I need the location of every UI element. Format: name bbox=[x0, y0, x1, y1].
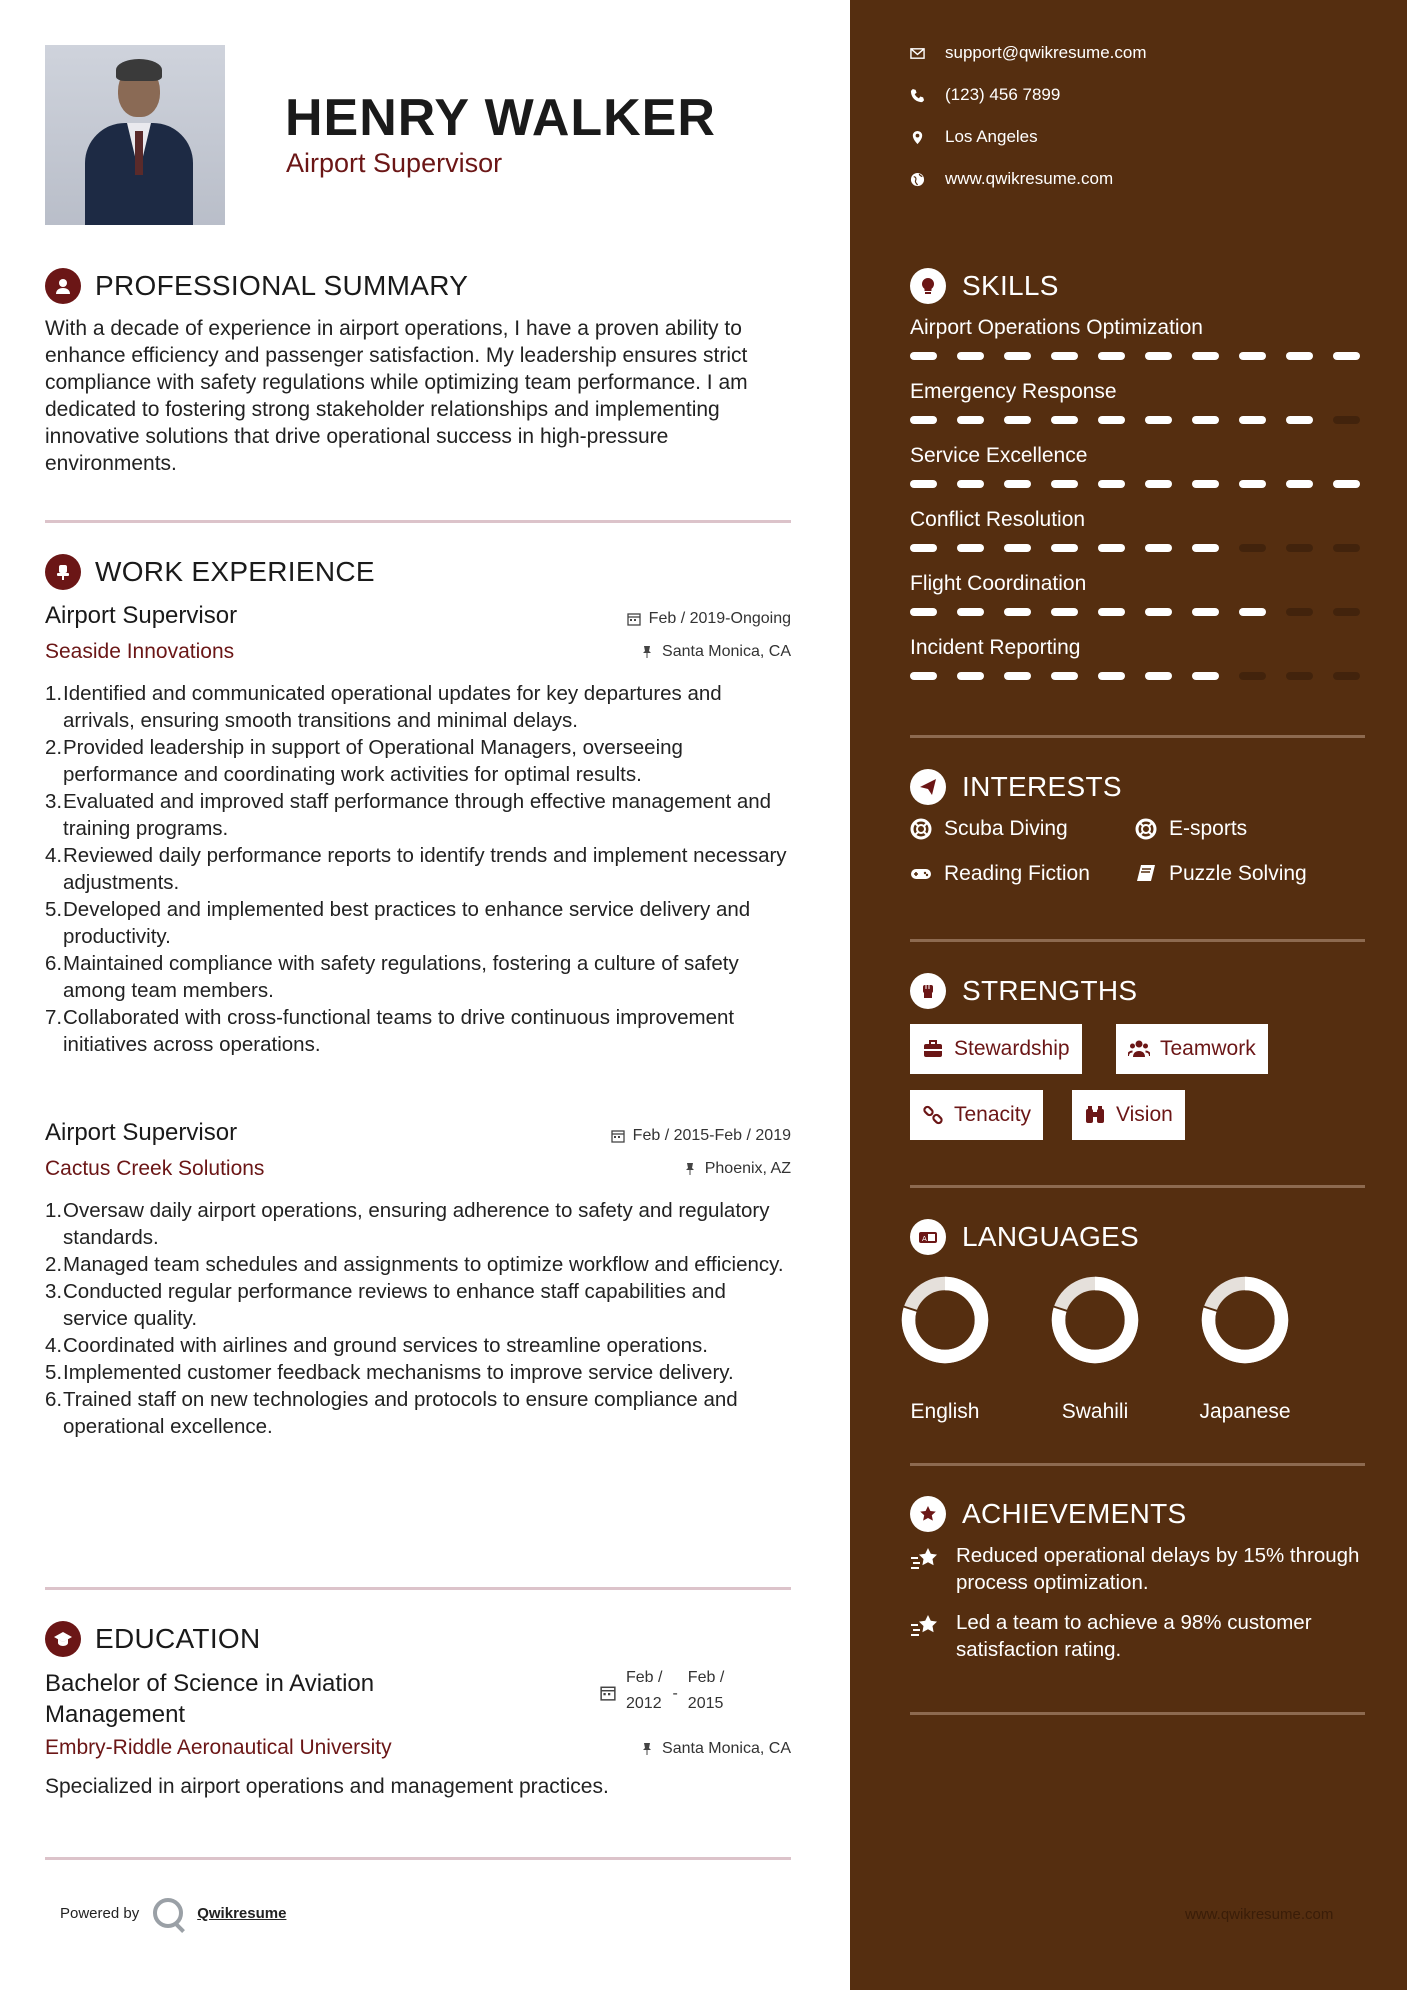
experience-title: WORK EXPERIENCE bbox=[95, 556, 375, 587]
phone-icon bbox=[910, 88, 925, 103]
strength-chip: Stewardship bbox=[910, 1024, 1082, 1074]
job-date bbox=[611, 1127, 791, 1145]
graduation-cap-icon bbox=[45, 1621, 81, 1657]
pin-icon bbox=[640, 1742, 654, 1756]
list-item: 4. Reviewed daily performance reports to identify trends and implement necessary adjustments. bbox=[45, 844, 787, 894]
strength-chip: Vision bbox=[1072, 1090, 1185, 1140]
pin-icon bbox=[683, 1162, 697, 1176]
section-divider bbox=[45, 520, 791, 523]
book-icon bbox=[1135, 863, 1157, 885]
fist-icon bbox=[910, 973, 946, 1009]
shooting-star-icon bbox=[910, 1544, 940, 1574]
skill-meter-segment bbox=[1333, 352, 1360, 360]
skill-meter-segment bbox=[1004, 544, 1031, 552]
skill-meter-segment bbox=[910, 608, 937, 616]
skill-label: Incident Reporting bbox=[910, 636, 1081, 659]
skill-meter bbox=[910, 544, 1365, 552]
skill-meter-segment bbox=[1286, 480, 1313, 488]
skill-meter-segment bbox=[957, 608, 984, 616]
calendar-icon bbox=[600, 1685, 616, 1701]
skill-meter-segment bbox=[1192, 352, 1219, 360]
skill-meter-segment bbox=[1098, 480, 1125, 488]
job-title: Airport Supervisor bbox=[45, 602, 238, 629]
section-divider bbox=[45, 1857, 791, 1860]
envelope-icon bbox=[910, 46, 925, 61]
skill-meter bbox=[910, 608, 1365, 616]
degree-title: Bachelor of Science in Aviation Management bbox=[45, 1670, 375, 1728]
section-divider bbox=[910, 1712, 1365, 1715]
interest-item: Scuba Diving bbox=[910, 817, 1068, 841]
skill-item bbox=[910, 636, 1365, 680]
skill-label: Emergency Response bbox=[910, 380, 1117, 403]
strength-chip: Teamwork bbox=[1116, 1024, 1268, 1074]
qwikresume-logo-icon bbox=[153, 1898, 183, 1928]
star-badge-icon bbox=[910, 1496, 946, 1532]
skill-meter-segment bbox=[1004, 416, 1031, 424]
map-marker-icon bbox=[910, 130, 925, 145]
lightbulb-icon bbox=[910, 268, 946, 304]
school-name: Embry-Riddle Aeronautical University bbox=[45, 1736, 392, 1759]
skill-meter-segment bbox=[1004, 672, 1031, 680]
section-divider bbox=[910, 1185, 1365, 1188]
languages-title: LANGUAGES bbox=[962, 1221, 1139, 1252]
skill-meter-segment bbox=[1239, 672, 1266, 680]
job-duties-list bbox=[45, 1197, 795, 1440]
language-label: Swahili bbox=[1061, 1400, 1129, 1423]
skill-meter-segment bbox=[1239, 352, 1266, 360]
strengths-heading bbox=[910, 973, 1137, 1009]
skill-meter-segment bbox=[957, 672, 984, 680]
interest-item: Reading Fiction bbox=[910, 862, 1090, 886]
skill-meter-segment bbox=[910, 352, 937, 360]
skill-item bbox=[910, 316, 1365, 360]
list-item: 4. Coordinated with airlines and ground services to streamline operations. bbox=[45, 1334, 708, 1357]
summary-heading bbox=[45, 268, 468, 304]
job-date-text: Feb / 2019-Ongoing bbox=[648, 610, 791, 627]
language-item bbox=[1185, 1272, 1305, 1424]
candidate-role: Airport Supervisor bbox=[286, 148, 503, 178]
skill-meter-segment bbox=[1192, 544, 1219, 552]
skill-meter-segment bbox=[1098, 672, 1125, 680]
skill-meter-segment bbox=[1004, 608, 1031, 616]
list-item: 1. Identified and communicated operational updates for key departures and arrivals, ensuring smooth transitions and minimal delays. bbox=[45, 682, 722, 732]
skill-meter-segment bbox=[910, 416, 937, 424]
binoculars-icon bbox=[1084, 1104, 1106, 1126]
skills-heading bbox=[910, 268, 1059, 304]
education-heading bbox=[45, 1621, 261, 1657]
skill-meter-segment bbox=[1333, 416, 1360, 424]
list-item: 5. Implemented customer feedback mechanisms to improve service delivery. bbox=[45, 1361, 734, 1384]
job-location bbox=[683, 1160, 791, 1178]
shooting-star-icon bbox=[910, 1611, 940, 1641]
skill-meter-segment bbox=[957, 416, 984, 424]
education-description: Specialized in airport operations and management practices. bbox=[45, 1775, 609, 1798]
job-company: Seaside Innovations bbox=[45, 640, 235, 663]
skill-label: Conflict Resolution bbox=[910, 508, 1086, 531]
contact-website[interactable]: www.qwikresume.com bbox=[910, 169, 1113, 189]
language-label: English bbox=[910, 1400, 980, 1423]
skill-meter-segment bbox=[1145, 544, 1172, 552]
section-divider bbox=[910, 939, 1365, 942]
skill-meter-segment bbox=[1098, 416, 1125, 424]
job-duties-list bbox=[45, 680, 795, 1058]
languages-heading bbox=[910, 1219, 1139, 1255]
section-divider bbox=[910, 735, 1365, 738]
skill-item bbox=[910, 444, 1365, 488]
date-start: Feb / 2012 bbox=[626, 1669, 663, 1712]
skill-meter-segment bbox=[1333, 608, 1360, 616]
job-date bbox=[627, 610, 791, 628]
skill-item bbox=[910, 380, 1365, 424]
date-separator: - bbox=[672, 1685, 678, 1702]
education-title: EDUCATION bbox=[95, 1623, 261, 1654]
list-item: 2. Provided leadership in support of Operational Managers, overseeing performance and coordinating work activities for optimal results. bbox=[45, 736, 683, 786]
interest-item: Puzzle Solving bbox=[1135, 862, 1307, 886]
list-item: 7. Collaborated with cross-functional teams to drive continuous improvement initiatives across operations. bbox=[45, 1006, 735, 1056]
skill-meter-segment bbox=[1051, 672, 1078, 680]
experience-heading bbox=[45, 554, 375, 590]
skill-meter-segment bbox=[1004, 352, 1031, 360]
gamepad-icon bbox=[910, 863, 932, 885]
section-divider bbox=[910, 1463, 1365, 1466]
school-location-text: Santa Monica, CA bbox=[662, 1740, 791, 1757]
skill-label: Service Excellence bbox=[910, 444, 1088, 467]
skill-meter-segment bbox=[910, 672, 937, 680]
skill-meter-segment bbox=[1192, 480, 1219, 488]
section-divider bbox=[45, 1587, 791, 1590]
profile-photo bbox=[45, 45, 225, 225]
job-date-text: Feb / 2015-Feb / 2019 bbox=[632, 1127, 791, 1144]
interests-heading bbox=[910, 769, 1122, 805]
skill-meter-segment bbox=[910, 480, 937, 488]
education-date bbox=[600, 1665, 724, 1717]
skill-meter-segment bbox=[1145, 352, 1172, 360]
achievement-item: Led a team to achieve a 98% customer satisfaction rating. bbox=[910, 1609, 1370, 1663]
skill-meter bbox=[910, 352, 1365, 360]
skill-meter-segment bbox=[1286, 672, 1313, 680]
skill-meter-segment bbox=[1239, 608, 1266, 616]
date-end: Feb / 2015 bbox=[687, 1669, 725, 1712]
job-company: Cactus Creek Solutions bbox=[45, 1157, 265, 1180]
paper-plane-icon bbox=[910, 769, 946, 805]
powered-by-label: Powered by bbox=[60, 1904, 140, 1922]
calendar-icon bbox=[611, 1129, 625, 1143]
briefcase-icon bbox=[922, 1038, 944, 1060]
interests-title: INTERESTS bbox=[962, 771, 1122, 802]
lifebuoy-icon bbox=[910, 818, 932, 840]
list-item: 5. Developed and implemented best practices to enhance service delivery and productivity. bbox=[45, 898, 751, 948]
skill-meter-segment bbox=[910, 544, 937, 552]
skill-meter bbox=[910, 672, 1365, 680]
strengths-title: STRENGTHS bbox=[962, 975, 1138, 1006]
link-icon bbox=[922, 1104, 944, 1126]
contact-email[interactable]: support@qwikresume.com bbox=[910, 43, 1147, 63]
skill-meter-segment bbox=[1286, 544, 1313, 552]
skill-meter-segment bbox=[957, 480, 984, 488]
watermark: www.qwikresume.com bbox=[1185, 1906, 1334, 1923]
skill-meter-segment bbox=[1239, 416, 1266, 424]
skill-meter-segment bbox=[1051, 544, 1078, 552]
job-location bbox=[640, 643, 791, 661]
skill-label: Flight Coordination bbox=[910, 572, 1087, 595]
skill-meter-segment bbox=[1051, 608, 1078, 616]
language-level-ring bbox=[1197, 1272, 1293, 1368]
skill-meter-segment bbox=[1286, 608, 1313, 616]
qwikresume-link[interactable]: Qwikresume bbox=[197, 1904, 287, 1922]
skill-label: Airport Operations Optimization bbox=[910, 316, 1203, 339]
skill-meter bbox=[910, 416, 1365, 424]
job-title: Airport Supervisor bbox=[45, 1119, 238, 1146]
summary-text: With a decade of experience in airport operations, I have a proven ability to enhance efficiency and passenger satisfaction. My leadership ensures strict compliance with safety regulations while optimizing team performance. I am dedicated to fostering strong stakeholder relationships and implementing innovative solutions that drive operational success in high-pressure environments. bbox=[45, 317, 748, 475]
users-icon bbox=[1128, 1038, 1150, 1060]
skill-meter-segment bbox=[1192, 672, 1219, 680]
summary-title: PROFESSIONAL SUMMARY bbox=[95, 270, 469, 301]
interest-item: E-sports bbox=[1135, 817, 1247, 841]
skill-meter-segment bbox=[1286, 352, 1313, 360]
footer bbox=[60, 1898, 286, 1928]
list-item: 6. Maintained compliance with safety regulations, fostering a culture of safety among team members. bbox=[45, 952, 739, 1002]
achievements-heading bbox=[910, 1496, 1187, 1532]
language-item bbox=[885, 1272, 1005, 1424]
translate-icon bbox=[910, 1219, 946, 1255]
skill-meter bbox=[910, 480, 1365, 488]
job-location-text: Santa Monica, CA bbox=[662, 643, 791, 660]
skill-meter-segment bbox=[1098, 608, 1125, 616]
calendar-icon bbox=[627, 612, 641, 626]
skill-meter-segment bbox=[957, 352, 984, 360]
user-icon bbox=[45, 268, 81, 304]
list-item: 2. Managed team schedules and assignments to optimize workflow and efficiency. bbox=[45, 1253, 784, 1276]
contact-phone[interactable]: (123) 456 7899 bbox=[910, 85, 1060, 105]
skill-meter-segment bbox=[1051, 352, 1078, 360]
list-item: 3. Evaluated and improved staff performance through effective management and training programs. bbox=[45, 790, 772, 840]
skill-meter-segment bbox=[1051, 416, 1078, 424]
contact-location: Los Angeles bbox=[910, 127, 1038, 147]
job-location-text: Phoenix, AZ bbox=[704, 1160, 791, 1177]
language-level-ring bbox=[897, 1272, 993, 1368]
skill-meter-segment bbox=[1239, 544, 1266, 552]
skill-meter-segment bbox=[1004, 480, 1031, 488]
list-item: 1. Oversaw daily airport operations, ensuring adherence to safety and regulatory standards. bbox=[45, 1199, 770, 1249]
list-item: 3. Conducted regular performance reviews to enhance staff capabilities and service quality. bbox=[45, 1280, 726, 1330]
language-label: Japanese bbox=[1199, 1400, 1291, 1423]
skill-meter-segment bbox=[1051, 480, 1078, 488]
skill-meter-segment bbox=[1145, 480, 1172, 488]
language-level-ring bbox=[1047, 1272, 1143, 1368]
language-item bbox=[1035, 1272, 1155, 1424]
achievement-item: Reduced operational delays by 15% through process optimization. bbox=[910, 1542, 1370, 1596]
skill-meter-segment bbox=[1239, 480, 1266, 488]
skill-meter-segment bbox=[1145, 416, 1172, 424]
skill-item bbox=[910, 572, 1365, 616]
skill-meter-segment bbox=[1333, 544, 1360, 552]
skill-meter-segment bbox=[1098, 544, 1125, 552]
sidebar bbox=[850, 0, 1407, 1990]
skill-meter-segment bbox=[1333, 480, 1360, 488]
skill-meter-segment bbox=[1192, 416, 1219, 424]
skill-meter-segment bbox=[1286, 416, 1313, 424]
skill-meter-segment bbox=[1098, 352, 1125, 360]
skill-meter-segment bbox=[1333, 672, 1360, 680]
lifebuoy-icon bbox=[1135, 818, 1157, 840]
chair-icon bbox=[45, 554, 81, 590]
svg-text:A: A bbox=[922, 1235, 927, 1243]
strength-chip: Tenacity bbox=[910, 1090, 1043, 1140]
skill-meter-segment bbox=[957, 544, 984, 552]
pin-icon bbox=[640, 645, 654, 659]
skills-title: SKILLS bbox=[962, 270, 1059, 301]
candidate-name: HENRY WALKER bbox=[285, 89, 716, 147]
skill-meter-segment bbox=[1192, 608, 1219, 616]
skill-meter-segment bbox=[1145, 608, 1172, 616]
achievements-title: ACHIEVEMENTS bbox=[962, 1498, 1187, 1529]
skill-item bbox=[910, 508, 1365, 552]
list-item: 6. Trained staff on new technologies and protocols to ensure compliance and operational excellence. bbox=[45, 1388, 738, 1438]
school-location bbox=[640, 1740, 791, 1758]
globe-icon bbox=[910, 172, 925, 187]
skill-meter-segment bbox=[1145, 672, 1172, 680]
